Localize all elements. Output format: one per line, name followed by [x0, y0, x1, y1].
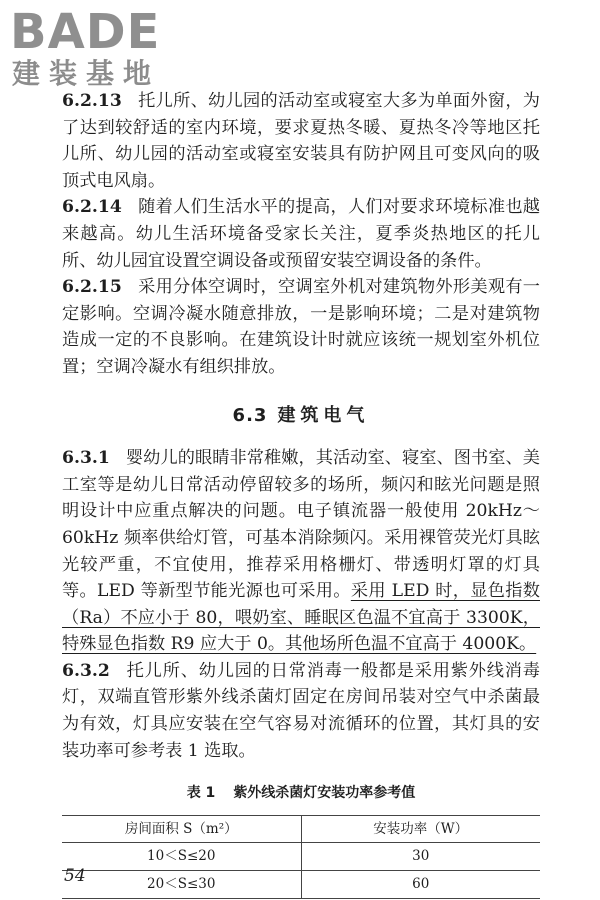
bade-logo — [10, 4, 180, 92]
logo-subtitle: 建装基地 — [12, 57, 161, 90]
underlined-requirement: 采用 LED 时，显色指数（Ra）不应小于 80，喂奶室、睡眠区色温不宜高于 3300K，特殊显色指数 R9 应大于 0。其他场所色温不宜高于 4000K。 — [62, 581, 540, 655]
clause-number: 6.2.13 — [62, 91, 122, 111]
section-heading — [62, 403, 540, 430]
clause-number: 6.2.14 — [62, 197, 122, 218]
logo-wordmark: BADE — [10, 4, 161, 60]
table-number: 表 1 — [186, 785, 216, 802]
clause-text: 随着人们生活水平的提高，人们对要求环境标准也越来越高。幼儿生活环境备受家长关注，夏季炎热地区的托儿所、幼儿园宜设置空调设备或预留安装空调设备的条件。 — [62, 197, 540, 271]
clause-text: 婴幼儿的眼睛非常稚嫩，其活动室、寝室、图书室、美工室等是幼儿日常活动停留较多的场所，频闪和眩光问题是照明设计中应重点解决的问题。电子镇流器一般使用 20kHz～60kHz 频率供给灯管，可基本消除频闪。采用裸管荧光灯具眩光较严重，不宜使用，推荐采用格栅灯、带透明灯罩的灯具等。LED 等新型节能光源也可采用。 — [62, 448, 540, 602]
clause-number: 6.2.15 — [62, 277, 122, 298]
section-number: 6.3 — [232, 404, 268, 426]
table-row — [62, 843, 540, 871]
table-title: 紫外线杀菌灯安装功率参考值 — [233, 785, 416, 802]
table-row — [62, 871, 540, 899]
uv-lamp-power-table — [62, 815, 540, 899]
table-caption — [62, 780, 540, 807]
clause-6-2-13 — [62, 88, 540, 194]
clause-text: 采用分体空调时，空调室外机对建筑物外形美观有一定影响。空调冷凝水随意排放，一是影响环境；二是对建筑物造成一定的不良影响。在建筑设计时就应该统一规划室外机位置；空调冷凝水有组织排放。 — [62, 277, 540, 377]
clause-number: 6.3.2 — [62, 660, 110, 681]
cell-room-area: 10＜S≤20 — [62, 843, 301, 871]
cell-power: 60 — [301, 871, 540, 899]
table-header-row — [62, 815, 540, 843]
section-title: 建筑电气 — [277, 404, 370, 426]
page-content — [62, 88, 540, 899]
header-room-area: 房间面积 S（m²） — [62, 815, 301, 843]
clause-text: 托儿所、幼儿园的日常消毒一般都是采用紫外线消毒灯，双端直管形紫外线杀菌灯固定在房间吊装对空气中杀菌最为有效，灯具应安装在空气容易对流循环的位置，其灯具的安装功率可参考表 1 选取。 — [62, 660, 540, 761]
clause-6-2-14 — [62, 194, 540, 274]
clause-text: 托儿所、幼儿园的活动室或寝室大多为单面外窗，为了达到较舒适的室内环境，要求夏热冬暖、夏热冬冷等地区托儿所、幼儿园的活动室或寝室安装具有防护网且可变风向的吸顶式电风扇。 — [62, 91, 540, 191]
clause-6-3-1 — [62, 445, 540, 658]
cell-power: 30 — [301, 843, 540, 871]
clause-number: 6.3.1 — [62, 448, 110, 469]
clause-6-2-15 — [62, 274, 540, 380]
header-power: 安装功率（W） — [301, 815, 540, 843]
cell-room-area: 20＜S≤30 — [62, 871, 301, 899]
page-number: 54 — [64, 866, 86, 886]
clause-6-3-2 — [62, 658, 540, 764]
